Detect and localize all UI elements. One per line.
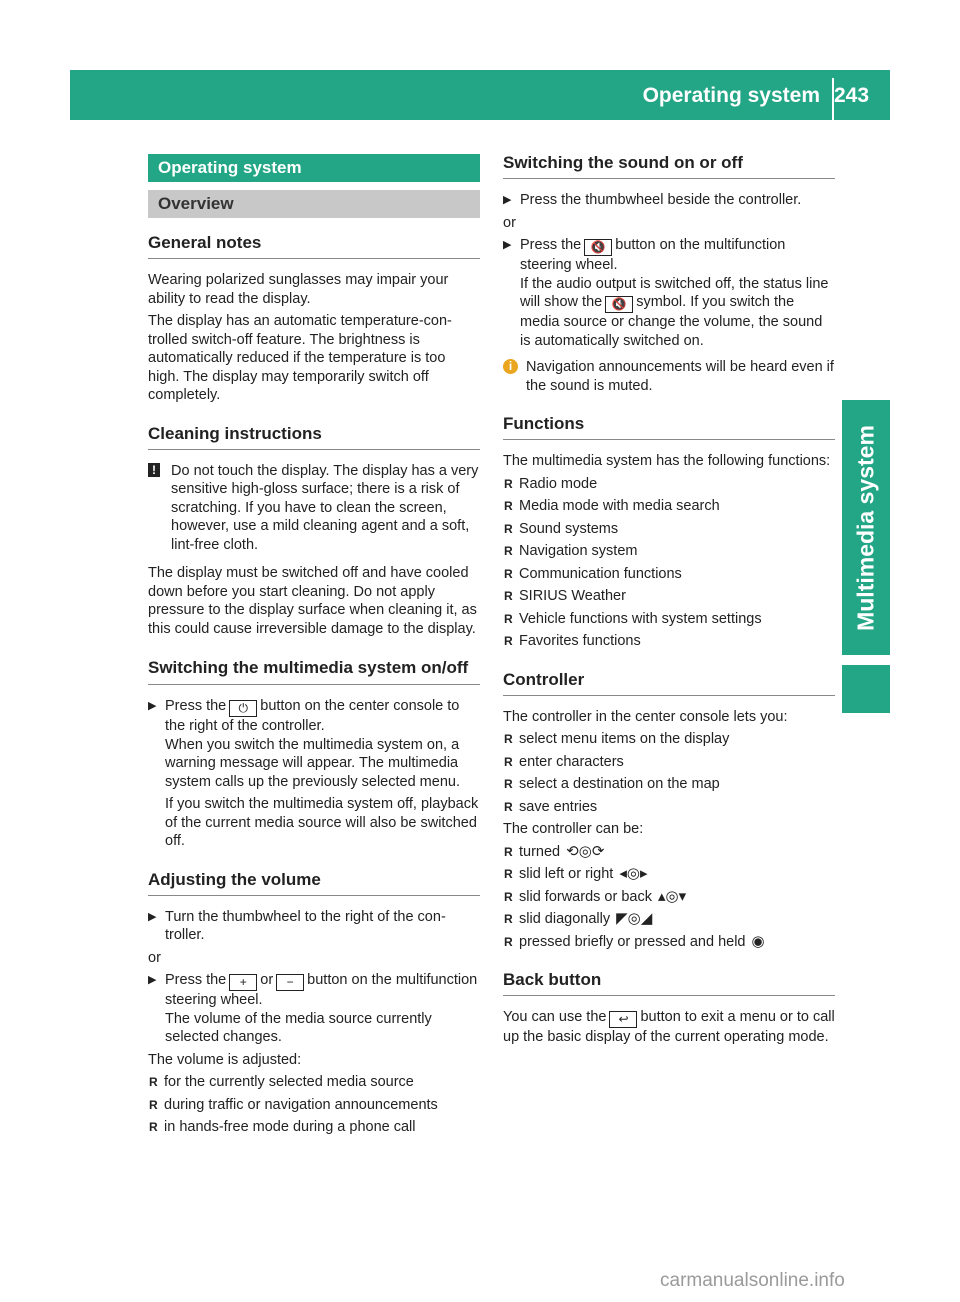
list-item-text: Media mode with media search <box>519 498 720 514</box>
section-bar: Operating system <box>148 154 480 182</box>
page-header <box>70 70 890 120</box>
bullet-icon: R <box>504 777 513 791</box>
controller-press-icon: ◉ <box>751 932 765 950</box>
bullet-icon: R <box>504 611 513 626</box>
bullet-icon: R <box>504 844 513 859</box>
heading-volume: Adjusting the volume <box>148 869 480 896</box>
controller-slide-diagonal-icon: ◤◎◢ <box>616 910 653 927</box>
warning-text: Do not touch the display. The display has a very sensitive high-gloss surface; there is a risk of scratching. If you have to clean the screen, however, use a mild cleaning agent and a soft, lint-free cloth. <box>171 462 479 553</box>
bullet-icon: R <box>504 521 513 536</box>
info-note <box>503 358 835 395</box>
side-tab <box>842 400 890 655</box>
heading-cleaning: Cleaning instructions <box>148 423 480 450</box>
list-item <box>503 730 835 749</box>
bullet-icon: R <box>504 589 513 603</box>
step-result-text: symbol. If you switch the media source or change the volume, the sound is automatically switched on. <box>520 294 823 349</box>
back-key-icon: ↩ <box>609 1011 637 1028</box>
paragraph: The multimedia system has the following functions: <box>503 453 831 469</box>
bullet-icon: R <box>504 799 513 814</box>
or-text: or <box>503 214 516 231</box>
controller-turn-icon: ⟲◎⟳ <box>566 842 605 860</box>
list-item-text: select a destination on the map <box>519 776 720 792</box>
list-item <box>503 888 835 907</box>
paragraph <box>503 1008 835 1047</box>
list-item <box>148 1096 480 1115</box>
mute-symbol-icon: 🔇 <box>605 296 633 313</box>
bullet-icon: R <box>149 1097 158 1112</box>
list-item <box>503 798 835 817</box>
list-item <box>148 1118 480 1137</box>
step-arrow-icon: ▶ <box>503 239 512 251</box>
bullet-icon: R <box>504 867 513 881</box>
bullet-icon: R <box>504 889 513 904</box>
list-item <box>503 865 835 884</box>
heading-switching: Switching the multimedia system on/off <box>148 656 480 685</box>
step-text: Press the <box>165 698 227 714</box>
bullet-icon: R <box>504 499 513 513</box>
step-result-text: If the audio output is switched off, the status line will show the <box>520 275 829 310</box>
list-item-text: Navigation system <box>519 543 638 559</box>
bullet-icon: R <box>504 544 513 558</box>
step-arrow-icon: ▶ <box>148 910 157 923</box>
step-result <box>520 275 835 351</box>
list-item <box>503 497 835 516</box>
list-item-text: Radio mode <box>519 475 598 492</box>
paragraph: Wearing polarized sunglasses may impair your ability to read the display. <box>148 272 449 307</box>
list-item-text: during traffic or navigation announcements <box>164 1096 438 1113</box>
step-text: Press the <box>520 237 582 253</box>
list-item <box>503 610 835 629</box>
list-item <box>503 475 835 494</box>
page-number: 243 <box>834 84 870 107</box>
heading-back-button: Back button <box>503 969 835 996</box>
paragraph-text: button to exit a menu or to call up the basic display of the current operating mode. <box>503 1009 835 1045</box>
power-key-icon: ⏻ <box>229 700 257 717</box>
step-result: The volume of the media source currently selected changes. <box>165 1010 432 1045</box>
step-arrow-icon: ▶ <box>148 700 157 712</box>
list-item-text: for the currently selected media source <box>164 1074 414 1090</box>
list-item-text: slid diagonally <box>519 911 611 927</box>
paragraph: The controller can be: <box>503 821 644 837</box>
list-item-text: enter characters <box>519 753 624 770</box>
bullet-icon: R <box>504 634 513 648</box>
bullet-icon: R <box>149 1120 158 1134</box>
step-text: or <box>260 972 274 988</box>
info-icon: i <box>503 359 518 374</box>
heading-sound: Switching the sound on or off <box>503 152 835 179</box>
list-item <box>503 565 835 584</box>
step-text: button on the center console to the right of the controller. <box>165 698 460 734</box>
controller-slide-lr-icon: ◂◎▸ <box>619 865 648 882</box>
watermark: carmanualsonline.info <box>660 1270 845 1291</box>
plus-key-icon: + <box>229 974 257 991</box>
list-item-text: Vehicle functions with system settings <box>519 610 762 627</box>
list-item <box>148 1073 480 1092</box>
warning-note <box>148 462 480 555</box>
list-item <box>503 775 835 794</box>
step-text: Press the thumbwheel beside the controller. <box>520 192 802 208</box>
step-item <box>148 908 480 945</box>
list-item-text: Communication functions <box>519 565 682 582</box>
list-item-text: slid forwards or back <box>519 888 652 905</box>
bullet-icon: R <box>149 1075 158 1089</box>
list-item <box>503 843 835 862</box>
list-item-text: save entries <box>519 798 598 815</box>
step-item <box>148 697 480 851</box>
list-item <box>503 933 835 952</box>
list-item-text: in hands-free mode during a phone call <box>164 1119 416 1135</box>
step-item <box>503 236 835 350</box>
mute-key-icon: 🔇 <box>584 239 612 256</box>
bullet-icon: R <box>504 912 513 926</box>
list-item <box>503 753 835 772</box>
bullet-icon: R <box>504 934 513 949</box>
paragraph: The controller in the center console lets you: <box>503 708 788 725</box>
list-item <box>503 587 835 606</box>
step-item <box>148 971 480 1047</box>
step-text: Turn the thumbwheel to the right of the controller. <box>165 908 446 943</box>
heading-functions: Functions <box>503 413 835 440</box>
list-item-text: slid left or right <box>519 866 614 882</box>
list-item-text: Sound systems <box>519 520 619 537</box>
list-item <box>503 910 835 929</box>
or-text: or <box>148 949 161 966</box>
warning-icon: ! <box>148 463 160 477</box>
list-item-text: Favorites functions <box>519 633 641 649</box>
step-item <box>503 191 835 210</box>
paragraph-text: You can use the <box>503 1009 607 1025</box>
list-item-text: select menu items on the display <box>519 731 730 747</box>
list-item-text: pressed briefly or pressed and held <box>519 933 746 950</box>
left-column <box>148 152 480 1141</box>
list-item <box>503 542 835 561</box>
bullet-icon: R <box>504 754 513 769</box>
heading-controller: Controller <box>503 669 835 696</box>
bullet-icon: R <box>504 732 513 746</box>
list-item-text: turned <box>519 843 561 860</box>
list-item <box>503 520 835 539</box>
paragraph: The volume is adjusted: <box>148 1051 302 1068</box>
paragraph: The display must be switched off and have cooled down before you start cleaning. Do not apply pressure to the display surface when cleaning it, as this could cause irreversible damage to the display. <box>148 565 477 637</box>
step-text: button on the multifunction steering wheel. <box>520 237 786 273</box>
minus-key-icon: − <box>276 974 304 991</box>
right-column <box>503 152 835 1051</box>
step-extra: If you switch the multimedia system off, playback of the current media source will also be switched off. <box>165 796 479 849</box>
controller-slide-fb-icon: ▴◎▾ <box>658 887 687 905</box>
step-arrow-icon: ▶ <box>148 974 157 986</box>
step-text: Press the <box>165 972 227 988</box>
subsection-bar: Overview <box>148 190 480 218</box>
side-tab-marker <box>842 665 890 713</box>
side-tab-label: Multimedia system <box>852 425 879 631</box>
info-text: Navigation announcements will be heard even if the sound is muted. <box>526 359 834 394</box>
bullet-icon: R <box>504 476 513 491</box>
step-text: button on the multifunction steering wheel. <box>165 972 478 1008</box>
paragraph: The display has an automatic temperature-controlled switch-off feature. The brightness is automatically reduced if the temperature is too high. The display may temporarily switch off completely. <box>148 313 452 403</box>
list-item <box>503 632 835 651</box>
list-item-text: SIRIUS Weather <box>519 588 626 604</box>
header-title: Operating system <box>642 84 820 107</box>
step-result: When you switch the multimedia system on, a warning message will appear. The multimedia system calls up the previously selected menu. <box>165 736 460 790</box>
heading-general-notes: General notes <box>148 232 480 259</box>
bullet-icon: R <box>504 566 513 581</box>
step-arrow-icon: ▶ <box>503 194 512 206</box>
